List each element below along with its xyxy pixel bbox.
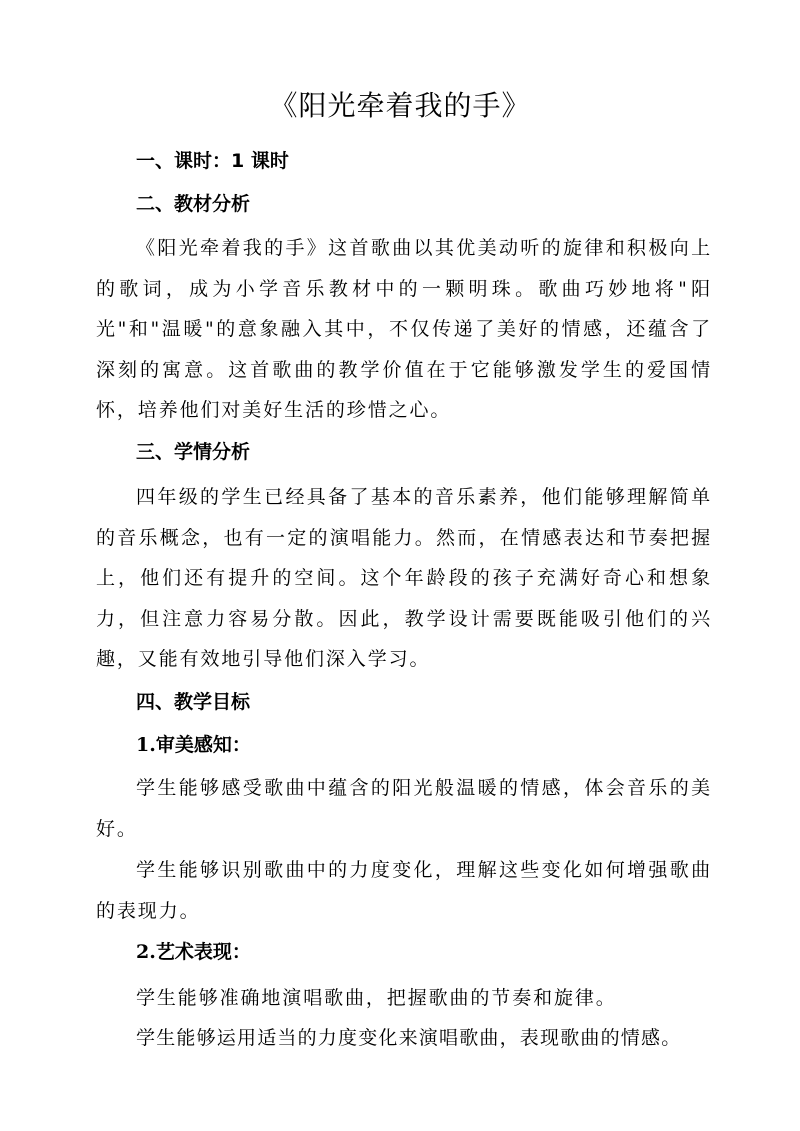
goal-item: 学生能够识别歌曲中的力度变化，理解这些变化如何增强歌曲的表现力。 xyxy=(96,859,712,922)
goal-item: 学生能够运用适当的力度变化来演唱歌曲，表现歌曲的情感。 xyxy=(136,1027,682,1049)
section-heading-student-analysis: 三、学情分析 xyxy=(136,441,251,463)
document-title: 《阳光牵着我的手》 xyxy=(269,89,531,122)
goal-label-artistic-expression: 2.艺术表现： xyxy=(136,941,251,963)
paragraph-student-analysis: 四年级的学生已经具备了基本的音乐素养，他们能够理解简单的音乐概念，也有一定的演唱能力。然而，在情感表达和节奏把握上，他们还有提升的空间。这个年龄段的孩子充满好奇心和想象力，但注意力容易分散。因此，教学设计需要既能吸引他们的兴趣，又能有效地引导他们深入学习。 xyxy=(96,486,712,670)
section-heading-textbook-analysis: 二、教材分析 xyxy=(136,193,251,215)
goal-item: 学生能够感受歌曲中蕴含的阳光般温暖的情感，体会音乐的美好。 xyxy=(96,777,712,840)
goal-item: 学生能够准确地演唱歌曲，把握歌曲的节奏和旋律。 xyxy=(136,987,617,1009)
section-heading-class-hours: 一、课时：1 课时 xyxy=(136,150,289,172)
goal-label-aesthetic-perception: 1.审美感知： xyxy=(136,734,251,756)
section-heading-teaching-goals: 四、教学目标 xyxy=(136,691,251,713)
paragraph-textbook-analysis: 《阳光牵着我的手》这首歌曲以其优美动听的旋律和积极向上的歌词，成为小学音乐教材中的一颗明珠。歌曲巧妙地将"阳光"和"温暖"的意象融入其中，不仅传递了美好的情感，还蕴含了深刻的寓意。这首歌曲的教学价值在于它能够激发学生的爱国情怀，培养他们对美好生活的珍惜之心。 xyxy=(96,237,712,421)
